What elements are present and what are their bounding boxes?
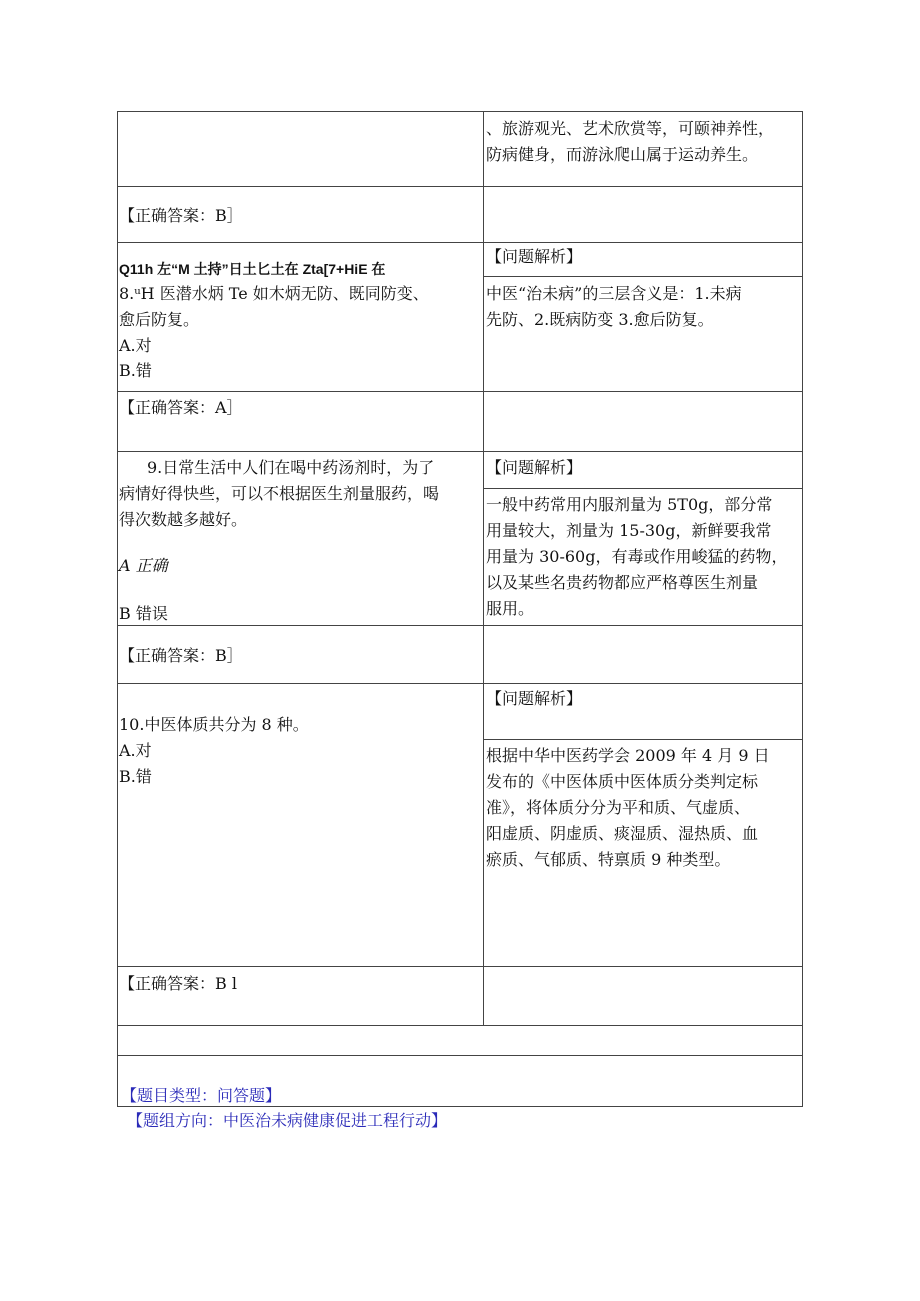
question-text: 得次数越多越好。	[119, 510, 248, 529]
option-b: B.错	[119, 767, 152, 786]
table-border-right	[802, 111, 803, 1107]
analysis-line: 中医“治未病”的三层含义是：1.未病	[486, 284, 742, 303]
question-text: 9.日常生活中人们在喝中药汤剂时，为了	[147, 458, 435, 477]
row-divider	[117, 1055, 803, 1056]
row-divider	[117, 242, 803, 243]
row-divider	[117, 625, 803, 626]
analysis-line: 用量为 30-60g，有毒或作用峻猛的药物，	[486, 547, 788, 566]
correct-answer: 【正确答案：A］	[119, 398, 243, 417]
question-type-label: 【题目类型：问答题】	[121, 1086, 282, 1105]
analysis-line: 以及某些名贵药物都应严格尊医生剂量	[486, 573, 759, 592]
table-border-top	[117, 111, 803, 112]
analysis-line: 准》，将体质分分为平和质、气虚质、	[486, 798, 751, 817]
analysis-line: 、旅游观光、艺术欣赏等，可颐神养性，	[486, 119, 775, 138]
row-divider	[117, 186, 803, 187]
analysis-header: 【问题解析】	[486, 247, 583, 266]
row-divider	[483, 739, 803, 740]
option-a: A.对	[119, 741, 152, 760]
analysis-line: 防病健身，而游泳爬山属于运动养生。	[486, 145, 759, 164]
garbled-text: Q11h 左“M 土持”日土匕土在 Zta[7+HiE 在	[119, 261, 386, 277]
analysis-line: 一般中药常用内服剂量为 5T0g，部分常	[486, 495, 773, 514]
question-group-label: 【题组方向：中医治未病健康促进工程行动】	[127, 1111, 448, 1130]
option-b: B 错误	[119, 604, 168, 623]
question-text: 病情好得快些，可以不根据医生剂量服药，喝	[119, 484, 440, 503]
row-divider	[117, 1025, 803, 1026]
row-divider	[483, 488, 803, 489]
analysis-line: 先防、2.既病防变 3.愈后防复。	[486, 310, 714, 329]
question-text: 10.中医体质共分为 8 种。	[119, 715, 309, 734]
question-text: 8.ᵘH 医潜水炳 Te 如木炳无防、既同防变、	[119, 284, 429, 303]
analysis-line: 服用。	[486, 599, 535, 618]
table-border-left	[117, 111, 118, 1107]
row-divider	[117, 683, 803, 684]
row-divider	[117, 391, 803, 392]
analysis-line: 阳虚质、阴虚质、痰湿质、湿热质、血	[486, 824, 759, 843]
correct-answer: 【正确答案：B］	[119, 646, 243, 665]
correct-answer: 【正确答案：B l	[119, 974, 237, 993]
analysis-line: 用量较大，剂量为 15-30g，新鲜要我常	[486, 521, 772, 540]
option-a: A 正确	[119, 556, 168, 575]
correct-answer: 【正确答案：B］	[119, 206, 243, 225]
row-divider	[117, 966, 803, 967]
analysis-header: 【问题解析】	[486, 458, 583, 477]
option-b: B.错	[119, 361, 152, 380]
analysis-header: 【问题解析】	[486, 689, 583, 708]
analysis-line: 根据中华中医药学会 2009 年 4 月 9 日	[486, 746, 770, 765]
row-divider	[117, 451, 803, 452]
question-text: 愈后防复。	[119, 310, 200, 329]
analysis-line: 发布的《中医体质中医体质分类判定标	[486, 772, 759, 791]
row-divider	[483, 276, 803, 277]
table-column-divider	[483, 111, 484, 1025]
analysis-line: 瘀质、气郁质、特禀质 9 种类型。	[486, 850, 731, 869]
option-a: A.对	[119, 336, 152, 355]
